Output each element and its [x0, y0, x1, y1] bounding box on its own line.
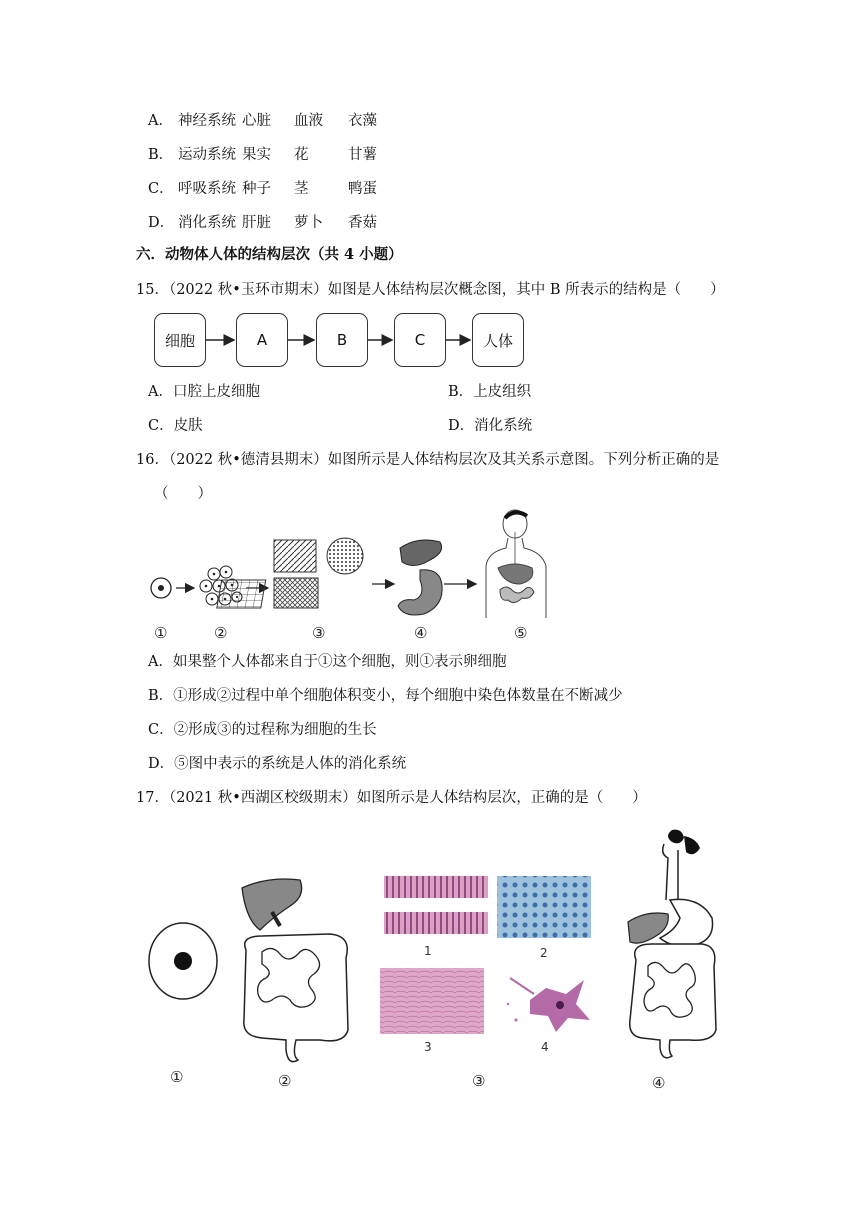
q16-label-4: ④: [414, 624, 428, 642]
egg-cell-icon: [149, 923, 217, 999]
q16-label-5: ⑤: [514, 624, 528, 642]
q15-option-c: C．皮肤: [148, 418, 203, 434]
option-letter: C．: [148, 181, 174, 197]
q17-label-4: ④: [652, 1074, 666, 1092]
option-item: 萝卜: [294, 215, 323, 231]
liver-stomach-icon: [398, 540, 442, 615]
option-item: 鸭蛋: [348, 181, 377, 197]
neuron-icon: [507, 978, 590, 1032]
option-item: 肝脏: [242, 215, 271, 231]
option-item: 神经系统: [178, 113, 236, 129]
tissue-number-2: 2: [540, 946, 548, 960]
q16-option-c: C．②形成③的过程称为细胞的生长: [148, 722, 377, 738]
q17-label-2: ②: [278, 1072, 292, 1090]
q17-label-1: ①: [170, 1068, 184, 1086]
option-item: 茎: [294, 181, 309, 197]
option-item: 运动系统: [178, 147, 236, 163]
q16-option-a: A．如果整个人体都来自于①这个细胞，则①表示卵细胞: [148, 654, 507, 670]
tissue-micrographs-icon: [380, 876, 591, 1034]
option-item: 呼吸系统: [178, 181, 236, 197]
single-cell-icon: [151, 578, 171, 598]
concept-box-human-body: 人体: [472, 313, 524, 367]
tissue-samples-icon: [217, 538, 363, 608]
option-letter: B．: [148, 147, 174, 163]
concept-box-a: A: [236, 313, 288, 367]
option-letter: A．: [148, 113, 173, 129]
q16-label-1: ①: [154, 624, 168, 642]
tissue-number-4: 4: [541, 1040, 549, 1054]
concept-box-cell: 细胞: [154, 313, 206, 367]
q16-option-b: B．①形成②过程中单个细胞体积变小，每个细胞中染色体数量在不断减少: [148, 688, 623, 704]
option-item: 香菇: [348, 215, 377, 231]
q16-option-d: D．⑤图中表示的系统是人体的消化系统: [148, 756, 407, 772]
liver-intestine-icon: [242, 879, 348, 1062]
option-item: 消化系统: [178, 215, 236, 231]
question-15-stem: 15．（2022 秋•玉环市期末）如图是人体结构层次概念图，其中 B 所表示的结构是（ ）: [136, 282, 725, 298]
digestive-system-icon: [628, 830, 716, 1058]
q17-label-3: ③: [472, 1072, 486, 1090]
cell-cluster-icon: [200, 566, 242, 605]
option-item: 心脏: [242, 113, 271, 129]
question-16-stem-line2: （ ）: [154, 486, 212, 502]
option-item: 果实: [242, 147, 271, 163]
tissue-number-1: 1: [424, 944, 432, 958]
question-16-stem-line1: 16．（2022 秋•德清县期末）如图所示是人体结构层次及其关系示意图。下列分析正确的是: [136, 452, 720, 468]
q15-option-a: A．口腔上皮细胞: [148, 384, 260, 400]
q15-option-d: D．消化系统: [448, 418, 533, 434]
tissue-number-3: 3: [424, 1040, 432, 1054]
option-item: 衣藻: [348, 113, 377, 129]
concept-box-b: B: [316, 313, 368, 367]
option-item: 种子: [242, 181, 271, 197]
option-item: 花: [294, 147, 309, 163]
q16-label-2: ②: [214, 624, 228, 642]
question-17-stem: 17．（2021 秋•西湖区校级期末）如图所示是人体结构层次，正确的是（ ）: [136, 790, 647, 806]
concept-box-c: C: [394, 313, 446, 367]
q15-option-b: B．上皮组织: [448, 384, 532, 400]
option-item: 甘薯: [348, 147, 377, 163]
q16-label-3: ③: [312, 624, 326, 642]
option-item: 血液: [294, 113, 323, 129]
human-digestive-system-icon: [486, 510, 546, 618]
option-letter: D．: [148, 215, 175, 231]
section-title: 六．动物体人体的结构层次（共 4 小题）: [136, 246, 403, 263]
